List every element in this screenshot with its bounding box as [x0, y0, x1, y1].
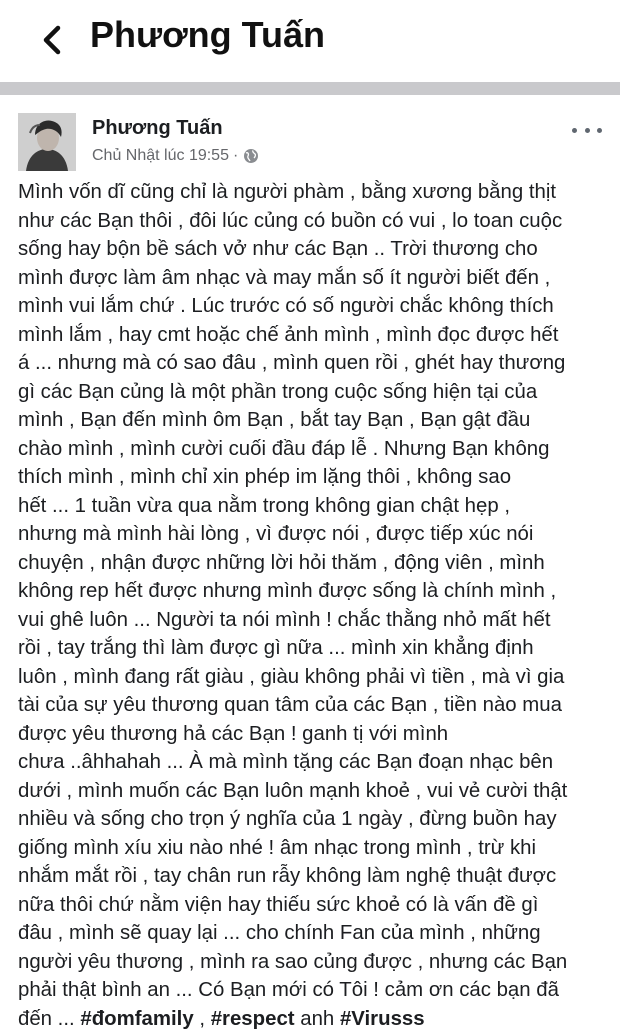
post-line-last: [18, 1005, 614, 1033]
post-line: hết ... 1 tuần vừa qua nằm trong không gian chật hẹp ,: [18, 492, 614, 521]
post-line: nữa thôi chứ nằm viện hay thiếu sức khoẻ có là vấn đề gì: [18, 891, 614, 920]
post-line: mình lắm , hay cmt hoặc chế ảnh mình , mình đọc được hết: [18, 321, 614, 350]
post-line: nhưng mà mình hài lòng , vì được nói , được tiếp xúc nói: [18, 520, 614, 549]
post-line: vui ghê luôn ... Người ta nói mình ! chắc thằng nhỏ mất hết: [18, 606, 614, 635]
avatar[interactable]: [18, 113, 76, 171]
post-line-text: anh: [295, 1008, 340, 1030]
post-meta: [92, 147, 259, 165]
section-divider: [0, 82, 620, 95]
chevron-left-icon: [41, 24, 63, 56]
avatar-image: [18, 113, 76, 171]
post-line: luôn , mình đang rất giàu , giàu không phải vì tiền , mà vì gia: [18, 663, 614, 692]
hashtag-link[interactable]: #đomfamily: [80, 1008, 193, 1030]
meta-separator: ·: [233, 147, 238, 165]
post-line: á ... nhưng mà có sao đâu , mình quen rồi , ghét hay thương: [18, 349, 614, 378]
post-line: giống mình xíu xiu nào nhé ! âm nhạc trong mình , trừ khi: [18, 834, 614, 863]
post-line: chưa ..âhhahah ... À mà mình tặng các Bạn đoạn nhạc bên: [18, 748, 614, 777]
more-horizontal-icon-dot: [585, 128, 590, 133]
post-line: thích mình , mình chỉ xin phép im lặng thôi , không sao: [18, 463, 614, 492]
post-line: như các Bạn thôi , đôi lúc củng có buồn có vui , lo toan cuộc: [18, 207, 614, 236]
more-options-button[interactable]: [572, 123, 602, 137]
post-line-prefix: đến ...: [18, 1008, 80, 1030]
hashtag-link[interactable]: #Virusss: [340, 1008, 425, 1030]
post-line: chuyện , nhận được những lời hỏi thăm , động viên , mình: [18, 549, 614, 578]
page-title: Phương Tuấn: [90, 14, 325, 56]
post-line: rồi , tay trắng thì làm được gì nữa ... mình xin khẳng định: [18, 634, 614, 663]
post-body: [18, 178, 614, 1033]
more-horizontal-icon-dot: [597, 128, 602, 133]
post-line: người yêu thương , mình ra sao củng được , nhưng các Bạn: [18, 948, 614, 977]
post-line: không rep hết được nhưng mình được sống là chính mình ,: [18, 577, 614, 606]
post-line: được yêu thương hả các Bạn ! ganh tị với mình: [18, 720, 614, 749]
post-line-text: ,: [194, 1008, 211, 1030]
post-line: Mình vốn dĩ cũng chỉ là người phàm , bằng xương bằng thịt: [18, 178, 614, 207]
post-line: chào mình , mình cười cuối đầu đáp lễ . Nhưng Bạn không: [18, 435, 614, 464]
post-timestamp[interactable]: Chủ Nhật lúc 19:55: [92, 147, 229, 165]
post-line: đâu , mình sẽ quay lại ... cho chính Fan của mình , những: [18, 919, 614, 948]
more-horizontal-icon-dot: [572, 128, 577, 133]
post-line: dưới , mình muốn các Bạn luôn mạnh khoẻ , vui vẻ cười thật: [18, 777, 614, 806]
post-line: mình vui lắm chứ . Lúc trước có số người chắc không thích: [18, 292, 614, 321]
back-button[interactable]: [34, 18, 70, 62]
post-line: gì các Bạn củng là một phần trong cuộc sống hiện tại của: [18, 378, 614, 407]
post-line: phải thật bình an ... Có Bạn mới có Tôi ! cảm ơn các bạn đã: [18, 976, 614, 1005]
top-bar: [0, 0, 620, 82]
post-header: [0, 95, 620, 180]
post-line: sống hay bộn bề sách vở như các Bạn .. Trời thương cho: [18, 235, 614, 264]
post-line: mình , Bạn đến mình ôm Bạn , bắt tay Bạn , Bạn gật đầu: [18, 406, 614, 435]
post-line: tài của sự yêu thương quan tâm của các Bạn , tiền nào mua: [18, 691, 614, 720]
post-line: mình được làm âm nhạc và may mắn số ít người biết đến ,: [18, 264, 614, 293]
post-author-name[interactable]: Phương Tuấn: [92, 117, 223, 140]
globe-icon: [243, 148, 259, 164]
hashtag-link[interactable]: #respect: [211, 1008, 295, 1030]
post-line: nhắm mắt rồi , tay chân run rẫy không làm nghệ thuật được: [18, 862, 614, 891]
post-line: nhiều và sống cho trọn ý nghĩa của 1 ngày , đừng buồn hay: [18, 805, 614, 834]
